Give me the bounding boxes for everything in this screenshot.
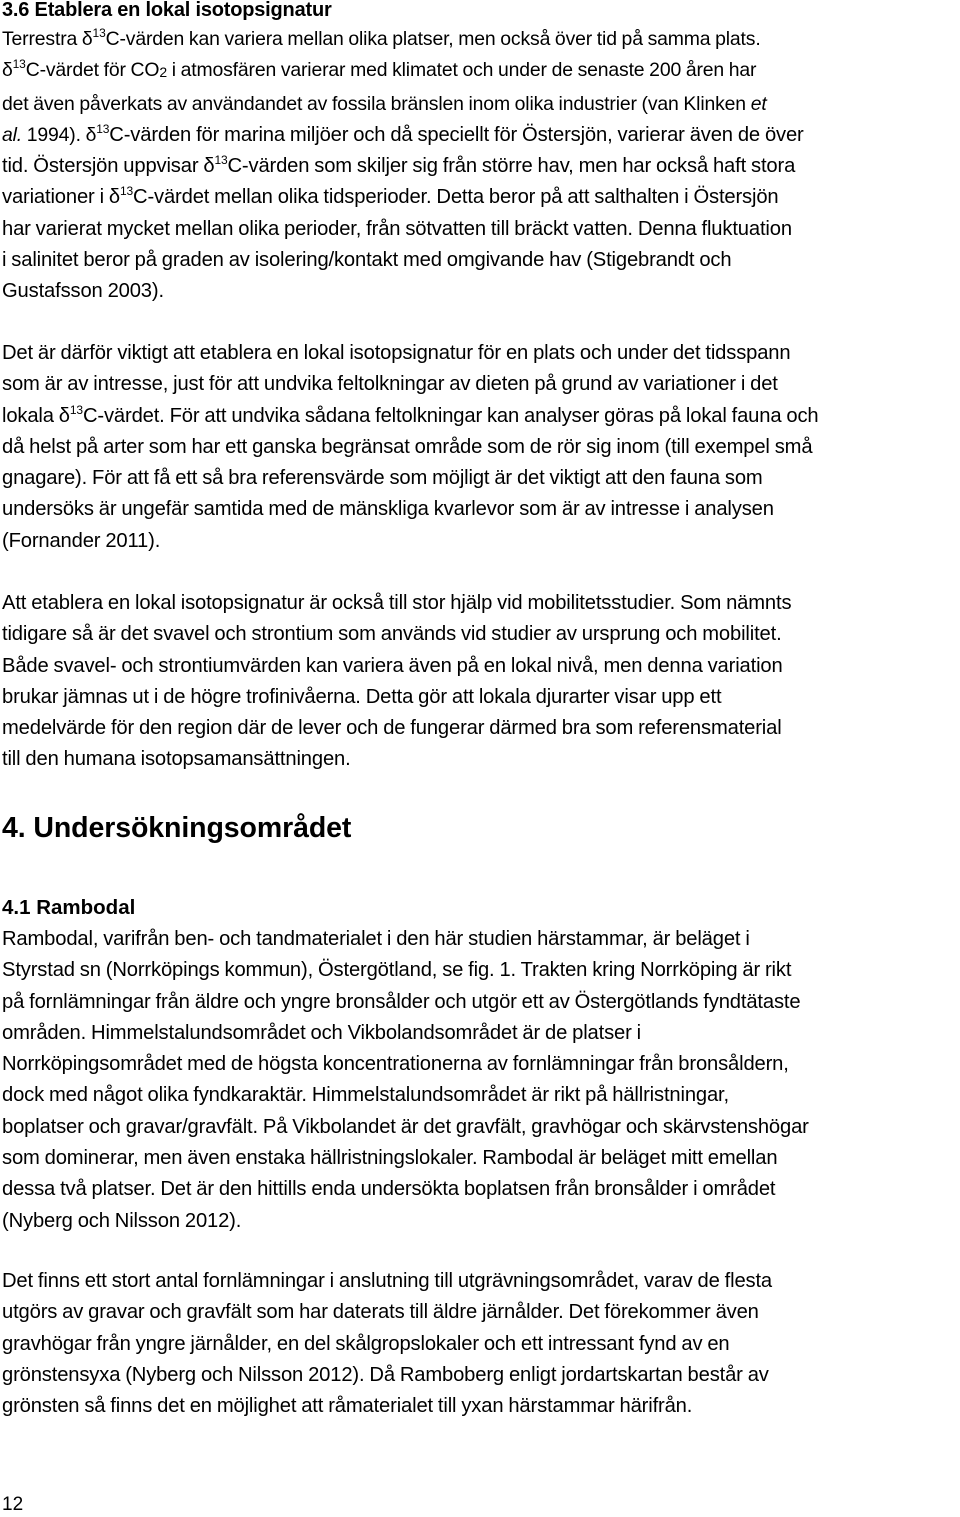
section-heading-4: 4. Undersökningsområdet xyxy=(2,812,352,844)
text-line: tid. Östersjön uppvisar $\delta^{13}C$-värden som skiljer sig från större hav, men har också haft stora xyxy=(2,153,796,178)
text-line: tidigare så är det svavel och strontium som används vid studier av ursprung och mobilitet. xyxy=(2,623,782,646)
text-line: som dominerar, men även enstaka hällristningslokaler. Rambodal är beläget mitt emellan xyxy=(2,1147,778,1170)
text-line: variationer i $\delta^{13}C$-värdet mellan olika tidsperioder. Detta beror på att salthalten i Östersjön xyxy=(2,184,779,209)
text-line: Att etablera en lokal isotopsignatur är också till stor hjälp vid mobilitetsstudier. Som nämnts xyxy=(2,592,792,614)
paragraph-local-signature-importance xyxy=(2,338,960,557)
text-line: brukar jämnas ut i de högre trofinivåerna. Detta gör att lokala djurarter visar upp ett xyxy=(2,685,722,708)
text-line: som är av intresse, just för att undvika feltolkningar av dieten på grund av variationer i det xyxy=(2,373,778,396)
text-line: Det är därför viktigt att etablera en lokal isotopsignatur för en plats och under det tidsspann xyxy=(2,342,791,364)
text-line: Rambodal, varifrån ben- och tandmaterialet i den här studien härstammar, är beläget i xyxy=(2,928,750,950)
paragraph-mobility-studies xyxy=(2,588,960,776)
text-line: gnagare). För att få ett så bra referensvärde som möjligt är det viktigt att den fauna som xyxy=(2,467,763,490)
text-line: al. 1994). $\delta^{13}C$-värden för marina miljöer och då speciellt för Östersjön, varierar även de över xyxy=(2,121,804,146)
text-line: grönstensyxa (Nyberg och Nilsson 2012). Då Ramboberg enligt jordartskartan består av xyxy=(2,1363,769,1386)
text-line: boplatser och gravar/gravfält. På Vikbolandet är det gravfält, gravhögar och skärvstenshögar xyxy=(2,1115,809,1138)
paragraph-local-isotope-signature xyxy=(2,24,960,308)
section-heading-4-1: 4.1 Rambodal xyxy=(2,896,136,919)
text-line: dessa två platser. Det är den hittills enda undersökta boplatsen från bronsålder i området xyxy=(2,1178,776,1201)
section-heading-3-6: 3.6 Etablera en lokal isotopsignatur xyxy=(2,0,332,21)
text-line: Det finns ett stort antal fornlämningar i anslutning till utgrävningsområdet, varav de flesta xyxy=(2,1270,773,1292)
text-line: i salinitet beror på graden av isolering/kontakt med omgivande hav (Stigebrandt och xyxy=(2,249,732,272)
text-line: dock med något olika fyndkaraktär. Himmelstalundsområdet är rikt på hällristningar, xyxy=(2,1084,729,1107)
text-line: $\delta^{13}C$-värdet för CO2 i atmosfären varierar med klimatet och under de senaste 200 åren har xyxy=(2,57,757,82)
text-line: då helst på arter som har ett ganska begränsat område som de rör sig inom (till exempel små xyxy=(2,435,813,458)
text-line: har varierat mycket mellan olika perioder, från sötvatten till bräckt vatten. Denna fluktuation xyxy=(2,217,792,240)
page-number: 12 xyxy=(2,1494,24,1515)
text-line: undersöks är ungefär samtida med de mänskliga kvarlevor som är av intresse i analysen xyxy=(2,498,774,521)
text-line: Gustafsson 2003). xyxy=(2,280,164,303)
text-line: medelvärde för den region där de lever och de fungerar därmed bra som referensmaterial xyxy=(2,717,782,740)
text-line: på fornlämningar från äldre och yngre bronsålder och utgör ett av Östergötlands fyndtätaste xyxy=(2,990,801,1013)
text-line: (Fornander 2011). xyxy=(2,529,161,552)
text-line: Terrestra $\delta^{13}C$-värden kan variera mellan olika platser, men också över tid på samma plats. xyxy=(2,26,761,50)
text-line: Både svavel- och strontiumvärden kan variera även på en lokal nivå, men denna variation xyxy=(2,654,783,677)
text-line: Norrköpingsområdet med de högsta koncentrationerna av fornlämningar från bronsåldern, xyxy=(2,1053,789,1076)
text-line: områden. Himmelstalundsområdet och Vikbolandsområdet är de platser i xyxy=(2,1021,641,1044)
text-line: (Nyberg och Nilsson 2012). xyxy=(2,1209,242,1232)
text-line: till den humana isotopsamansättningen. xyxy=(2,748,351,771)
text-line: utgörs av gravar och gravfält som har daterats till äldre järnålder. Det förekommer även xyxy=(2,1301,759,1324)
text-line: grönsten så finns det en möjlighet att råmaterialet till yxan härstammar härifrån. xyxy=(2,1395,693,1418)
text-line: gravhögar från yngre järnålder, en del skålgropslokaler och ett intressant fynd av en xyxy=(2,1332,730,1355)
text-line: lokala $\delta^{13}C$-värdet. För att undvika sådana feltolkningar kan analyser göras på lokal fauna och xyxy=(2,402,819,427)
text-line: det även påverkats av användandet av fossila bränslen inom olika industrier (van Klinken et xyxy=(2,92,767,115)
paragraph-ancient-remains xyxy=(2,1266,960,1422)
paragraph-rambodal xyxy=(2,924,960,1237)
text-line: Styrstad sn (Norrköpings kommun), Östergötland, se fig. 1. Trakten kring Norrköping är rikt xyxy=(2,959,792,982)
